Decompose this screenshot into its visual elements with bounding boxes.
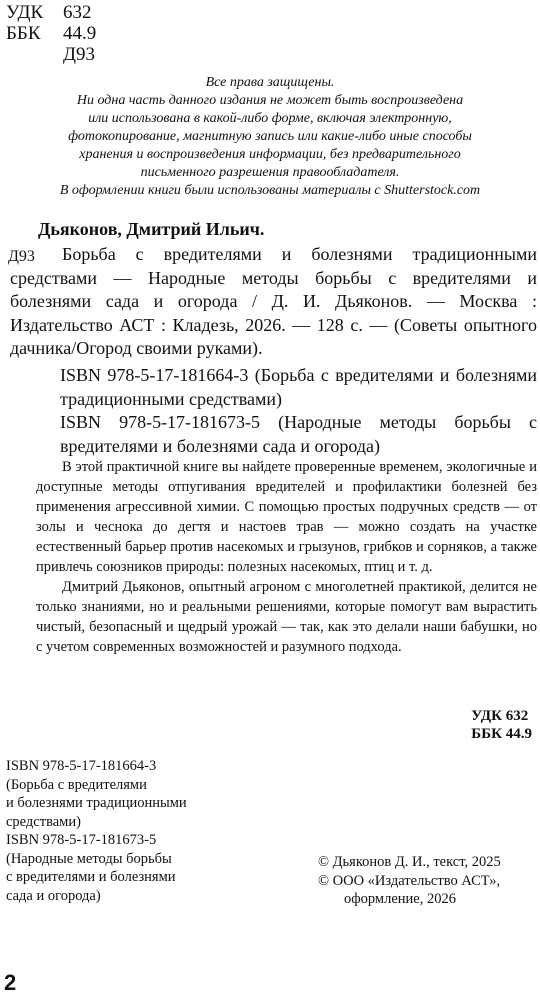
udk-label: УДК — [6, 2, 44, 23]
isbn-footer-line: (Борьба с вредителями — [6, 776, 147, 793]
copyright-block — [318, 853, 501, 909]
author-heading: Дьяконов, Дмитрий Ильич. — [38, 219, 265, 239]
udk-value: 632 — [63, 2, 92, 23]
bbk-label: ББК — [6, 23, 41, 44]
isbn-footer-line: с вредителями и болезнями — [6, 869, 176, 885]
isbn-footer-line: (Народные методы борьбы — [6, 850, 172, 867]
rights-line: или использована в какой-либо форме, включая электронную, — [88, 111, 452, 126]
udk-row — [6, 2, 96, 23]
copyright-line: © Дьяконов Д. И., текст, 2025 — [318, 854, 501, 870]
isbn-footer-line: и болезнями традиционными — [6, 795, 187, 811]
bbk-row — [6, 23, 96, 44]
copyright-line: оформление, 2026 — [344, 891, 456, 907]
isbn-footer-line: ISBN 978-5-17-181673-5 — [6, 832, 157, 848]
rights-line: письменного разрешения правообладателя. — [140, 165, 400, 180]
isbn-footer-line: сада и огорода) — [6, 887, 101, 904]
annotation-paragraph: Дмитрий Дьяконов, опытный агроном с многолетней практикой, делится не только знаниями, но и реальными решениями, которые помогут вам вырастить чистый, безопасный и щедрый урожай — так, как это делали наши бабушки, но с учетом современных возможностей и разумного подхода. — [36, 579, 537, 655]
copyright-line: © ООО «Издательство АСТ», — [318, 872, 501, 889]
isbn-footer-line: ISBN 978-5-17-181664-3 — [6, 758, 157, 774]
isbn-footer — [6, 757, 256, 905]
catalog-code: Д93 — [8, 248, 35, 265]
isbn-footer-line: средствами) — [6, 813, 81, 830]
rights-line: фотокопирование, магнитную запись или какие-либо иные способы — [68, 129, 472, 144]
annotation — [36, 457, 537, 657]
catalog-entry: Борьба с вредителями и болезнями традиционными средствами — Народные методы борьбы с вредителями и болезнями сада и огорода / Д. И. Дьяконов. — Москва : Издательство АСТ : Кладезь, 2026. — 128 с. — (Советы опытного дачника/Огород своими руками). — [10, 244, 537, 359]
rights-notice — [30, 74, 510, 200]
catalog-isbn-block — [60, 364, 537, 458]
rights-line: В оформлении книги были использованы материалы с Shutterstock.com — [59, 183, 481, 198]
rights-line: Все права защищены. — [205, 75, 335, 90]
bbk-value: 44.9 — [63, 23, 97, 44]
rights-line: хранения и воспроизведения информации, без предварительного — [79, 147, 461, 162]
rights-line: Ни одна часть данного издания не может быть воспроизведена — [76, 93, 464, 108]
bbk-summary: ББК 44.9 — [471, 726, 532, 742]
annotation-paragraph: В этой практичной книге вы найдете проверенные временем, экологичные и доступные методы отпугивания вредителей и профилактики болезней без применения агрессивной химии. С помощью простых подручных средств — от золы и чеснока до дегтя и настоев трав — можно создать на участке естественный барьер против насекомых и грызунов, грибков и сорняков, а также привлечь союзников природы: полезных насекомых, птиц и т. д. — [36, 459, 537, 575]
author-sign: Д93 — [63, 44, 95, 65]
classification-codes — [6, 2, 96, 65]
page-number: 2 — [4, 970, 17, 995]
udk-summary: УДК 632 — [471, 708, 529, 724]
catalog-isbn-2: ISBN 978-5-17-181673-5 (Народные методы борьбы с вредителями и болезнями сада и огорода) — [60, 412, 537, 456]
classification-summary — [471, 707, 532, 743]
catalog-isbn-1: ISBN 978-5-17-181664-3 (Борьба с вредителями и болезнями традиционными средствами) — [60, 365, 537, 409]
